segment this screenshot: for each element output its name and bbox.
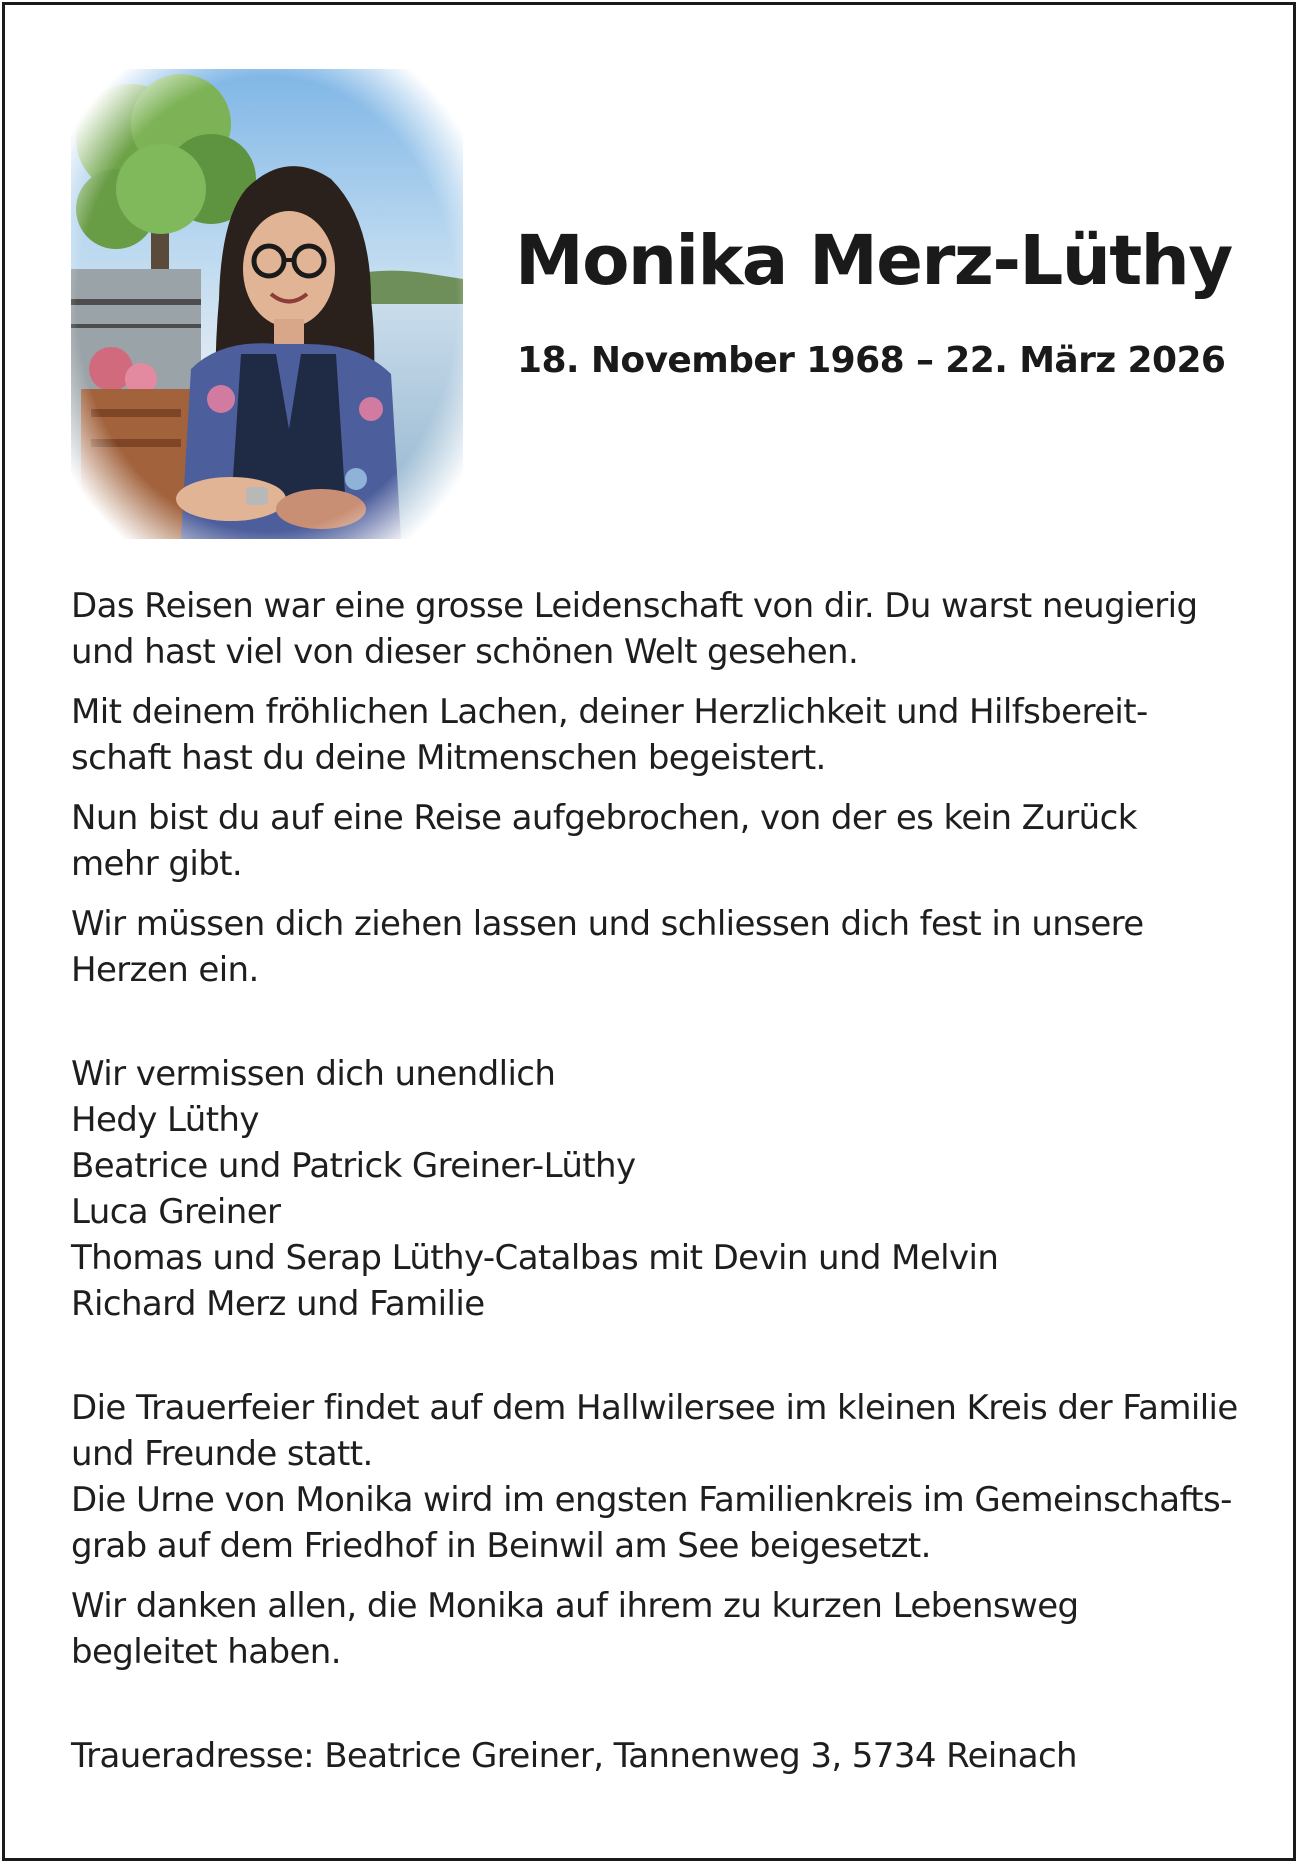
obituary-frame: [2, 2, 1296, 1861]
paragraph-line: Mit deinem fröhlichen Lachen, deiner Herzlichkeit und Hilfsbereit-: [71, 692, 1148, 732]
service-line: Die Trauerfeier findet auf dem Hallwilersee im kleinen Kreis der Familie: [71, 1388, 1238, 1428]
mourner-name: Beatrice und Patrick Greiner-Lüthy: [71, 1146, 636, 1186]
portrait-photo: [71, 69, 463, 539]
mourning-address: Traueradresse: Beatrice Greiner, Tannenweg 3, 5734 Reinach: [71, 1736, 1077, 1776]
paragraph-line: Herzen ein.: [71, 950, 259, 990]
thanks-line: begleitet haben.: [71, 1632, 341, 1672]
paragraph-line: schaft hast du deine Mitmenschen begeistert.: [71, 738, 826, 778]
service-line: grab auf dem Friedhof in Beinwil am See beigesetzt.: [71, 1526, 931, 1566]
mourners-intro: Wir vermissen dich unendlich: [71, 1054, 556, 1094]
thanks-line: Wir danken allen, die Monika auf ihrem zu kurzen Lebensweg: [71, 1586, 1079, 1626]
paragraph-line: Das Reisen war eine grosse Leidenschaft von dir. Du warst neugierig: [71, 586, 1198, 626]
paragraph-line: mehr gibt.: [71, 844, 243, 884]
mourner-name: Hedy Lüthy: [71, 1100, 259, 1140]
obituary-text: [71, 583, 1271, 1779]
deceased-name: Monika Merz-Lüthy: [515, 221, 1232, 301]
paragraph-line: Wir müssen dich ziehen lassen und schliessen dich fest in unsere: [71, 904, 1144, 944]
portrait-image: [71, 69, 463, 539]
paragraph-line: und hast viel von dieser schönen Welt gesehen.: [71, 632, 859, 672]
paragraph-line: Nun bist du auf eine Reise aufgebrochen, von der es kein Zurück: [71, 798, 1137, 838]
service-line: und Freunde statt.: [71, 1434, 373, 1474]
life-dates: 18. November 1968 – 22. März 2026: [517, 340, 1226, 381]
service-line: Die Urne von Monika wird im engsten Familienkreis im Gemeinschafts-: [71, 1480, 1232, 1520]
mourner-name: Thomas und Serap Lüthy-Catalbas mit Devin und Melvin: [71, 1238, 999, 1278]
mourner-name: Richard Merz und Familie: [71, 1284, 485, 1324]
mourner-name: Luca Greiner: [71, 1192, 281, 1232]
